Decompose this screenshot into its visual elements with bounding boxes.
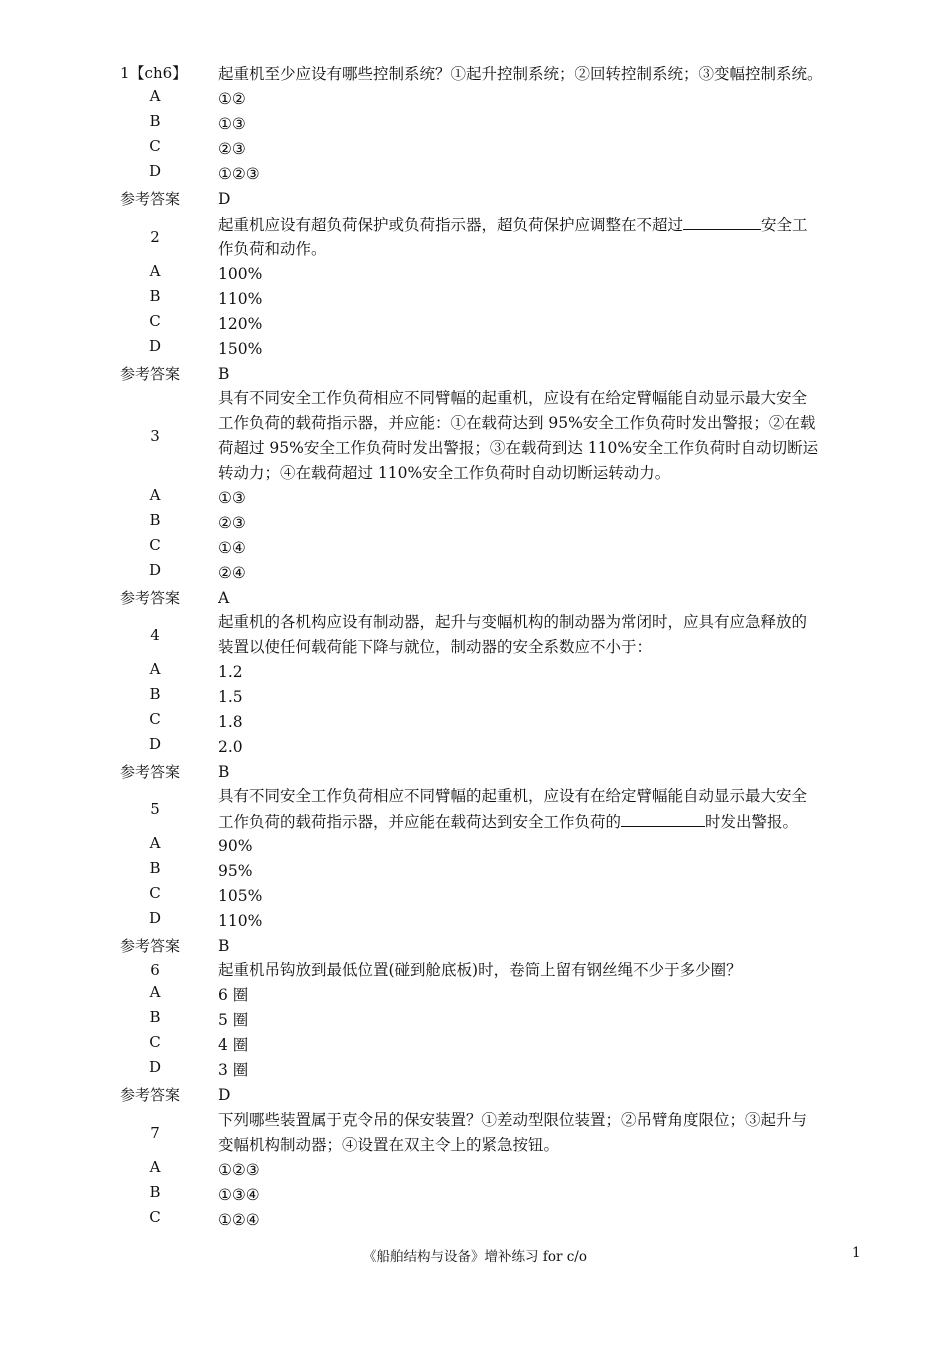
option-letter: B (149, 859, 161, 877)
option-text: ①②③ (218, 1161, 260, 1179)
option-text: 120% (218, 315, 263, 333)
option-letter: D (148, 337, 162, 355)
question-text (218, 784, 850, 834)
option-letter: C (149, 710, 161, 728)
option-b (120, 511, 850, 536)
option-d (120, 162, 850, 187)
question-text (218, 958, 850, 983)
option-text: ②③ (218, 514, 246, 532)
question-text-line: 起重机应设有超负荷保护或负荷指示器，超负荷保护应调整在不超过 安全工 (218, 212, 850, 237)
question-row (120, 386, 850, 486)
option-text: 1.8 (218, 713, 243, 731)
option-letter: A (149, 486, 161, 504)
option-text: 5 圈 (218, 1011, 249, 1029)
question-number: 4 (150, 626, 160, 644)
option-letter: B (149, 511, 161, 529)
option-text: ①④ (218, 539, 246, 557)
option-text: 1.2 (218, 663, 243, 681)
answer-row (120, 362, 850, 387)
option-text: ①② (218, 90, 246, 108)
question-row (120, 212, 850, 262)
question-text-line: 下列哪些装置属于克令吊的保安装置？①差动型限位装置；②吊臂角度限位；③起升与 (218, 1111, 808, 1129)
answer-label: 参考答案 (120, 589, 181, 607)
question-text-line: 起重机吊钩放到最低位置(碰到舱底板)时，卷筒上留有钢丝绳不少于多少圈？ (218, 961, 742, 979)
question-number: 7 (150, 1124, 160, 1142)
answer-label: 参考答案 (120, 1086, 181, 1104)
question-row (120, 784, 850, 834)
answer-value: B (218, 937, 230, 955)
option-d (120, 337, 850, 362)
answer-value: D (218, 1086, 231, 1104)
option-letter: C (149, 1033, 161, 1051)
option-c (120, 137, 850, 162)
question-text-line: 具有不同安全工作负荷相应不同臂幅的起重机，应设有在给定臂幅能自动显示最大安全 (218, 787, 808, 805)
option-text: 100% (218, 265, 263, 283)
option-a (120, 262, 850, 287)
option-text: 110% (218, 912, 263, 930)
question-3 (120, 386, 850, 611)
question-text (218, 212, 850, 262)
option-letter: A (149, 262, 161, 280)
question-text-line: 作负荷和动作。 (218, 240, 327, 258)
option-a (120, 486, 850, 511)
option-d (120, 735, 850, 760)
option-d (120, 909, 850, 934)
question-number: 6 (150, 961, 160, 979)
option-letter: B (149, 287, 161, 305)
question-row (120, 958, 850, 983)
option-b (120, 287, 850, 312)
option-text: 1.5 (218, 688, 243, 706)
answer-row (120, 760, 850, 785)
option-letter: B (149, 1183, 161, 1201)
option-text: 105% (218, 887, 263, 905)
answer-value: D (218, 190, 231, 208)
option-text: 2.0 (218, 738, 243, 756)
option-letter: A (149, 1158, 161, 1176)
option-text: 150% (218, 340, 263, 358)
question-1 (120, 62, 850, 212)
option-text: ①③ (218, 489, 246, 507)
option-b (120, 112, 850, 137)
question-7 (120, 1108, 850, 1233)
question-row (120, 62, 850, 87)
option-a (120, 983, 850, 1008)
option-text: 3 圈 (218, 1061, 249, 1079)
answer-label: 参考答案 (120, 763, 181, 781)
page-number: 1 (852, 1245, 861, 1261)
question-text (218, 62, 850, 87)
question-text-line: 起重机至少应设有哪些控制系统？①起升控制系统；②回转控制系统；③变幅控制系统。 (218, 65, 823, 83)
option-b (120, 685, 850, 710)
question-row (120, 1108, 850, 1158)
option-c (120, 1033, 850, 1058)
question-row (120, 610, 850, 660)
question-text-line: 装置以使任何载荷能下降与就位，制动器的安全系数应不小于： (218, 638, 653, 656)
answer-row (120, 586, 850, 611)
option-letter: C (149, 536, 161, 554)
option-text: ①③ (218, 115, 246, 133)
answer-row (120, 1083, 850, 1108)
answer-value: A (218, 589, 230, 607)
option-text: 6 圈 (218, 986, 249, 1004)
option-c (120, 1208, 850, 1233)
answer-value: B (218, 763, 230, 781)
fill-blank (621, 809, 705, 827)
question-4 (120, 610, 850, 785)
answer-label: 参考答案 (120, 365, 181, 383)
option-letter: C (149, 137, 161, 155)
question-text-line: 荷超过 95%安全工作负荷时发出警报；③在载荷到达 110%安全工作负荷时自动切断运 (218, 439, 819, 457)
option-letter: A (149, 834, 161, 852)
question-6 (120, 958, 850, 1108)
question-text-line: 具有不同安全工作负荷相应不同臂幅的起重机，应设有在给定臂幅能自动显示最大安全 (218, 389, 808, 407)
question-text-line: 工作负荷的载荷指示器，并应能：①在载荷达到 95%安全工作负荷时发出警报；②在载 (218, 414, 816, 432)
option-b (120, 1008, 850, 1033)
option-letter: D (148, 909, 162, 927)
option-d (120, 1058, 850, 1083)
option-letter: B (149, 112, 161, 130)
option-text: 95% (218, 862, 253, 880)
question-number: 3 (150, 427, 160, 445)
question-2 (120, 212, 850, 387)
question-text (218, 610, 850, 660)
page-footer-title: 《船舶结构与设备》增补练习 for c/o (363, 1249, 587, 1265)
option-letter: A (149, 87, 161, 105)
question-number: 1【ch6】 (120, 64, 188, 82)
answer-value: B (218, 365, 230, 383)
option-letter: D (148, 735, 162, 753)
option-text: ②④ (218, 564, 246, 582)
option-text: ①②③ (218, 165, 260, 183)
option-a (120, 834, 850, 859)
option-letter: D (148, 561, 162, 579)
question-text-line: 工作负荷的载荷指示器，并应能在载荷达到安全工作负荷的 时发出警报。 (218, 809, 850, 834)
question-text-line: 转动力；④在载荷超过 110%安全工作负荷时自动切断运转动力。 (218, 464, 671, 482)
fill-blank (683, 212, 761, 230)
option-letter: D (148, 162, 162, 180)
answer-label: 参考答案 (120, 937, 181, 955)
question-text (218, 386, 850, 486)
option-c (120, 312, 850, 337)
option-b (120, 859, 850, 884)
option-a (120, 660, 850, 685)
option-text: 90% (218, 837, 253, 855)
question-text-line: 变幅机构制动器；④设置在双主令上的紧急按钮。 (218, 1136, 560, 1154)
option-text: 4 圈 (218, 1036, 249, 1054)
option-b (120, 1183, 850, 1208)
option-c (120, 884, 850, 909)
answer-row (120, 187, 850, 212)
option-letter: A (149, 983, 161, 1001)
option-c (120, 710, 850, 735)
option-c (120, 536, 850, 561)
option-text: ①②④ (218, 1211, 260, 1229)
answer-row (120, 934, 850, 959)
question-number: 5 (150, 800, 160, 818)
option-letter: A (149, 660, 161, 678)
option-d (120, 561, 850, 586)
option-a (120, 87, 850, 112)
option-letter: B (149, 685, 161, 703)
option-a (120, 1158, 850, 1183)
option-letter: D (148, 1058, 162, 1076)
question-number: 2 (150, 228, 160, 246)
option-text: ①③④ (218, 1186, 260, 1204)
option-text: 110% (218, 290, 263, 308)
option-letter: C (149, 1208, 161, 1226)
question-text (218, 1108, 850, 1158)
option-letter: C (149, 884, 161, 902)
option-letter: B (149, 1008, 161, 1026)
option-letter: C (149, 312, 161, 330)
answer-label: 参考答案 (120, 190, 181, 208)
option-text: ②③ (218, 140, 246, 158)
question-text-line: 起重机的各机构应设有制动器，起升与变幅机构的制动器为常闭时，应具有应急释放的 (218, 613, 808, 631)
question-5 (120, 784, 850, 959)
